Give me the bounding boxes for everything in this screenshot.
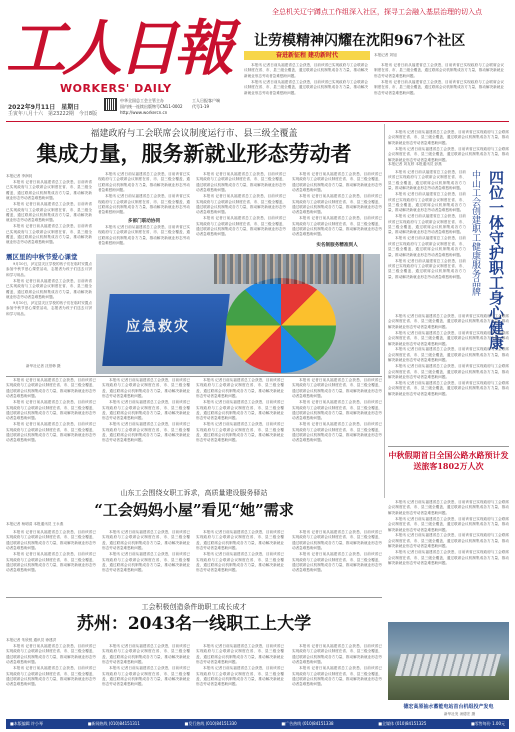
sponsor-line: 中华全国总工会主管主办 <box>120 98 164 103</box>
website: http://www.workercn.cn <box>120 110 168 115</box>
top-story-headline: 让劳模精神闪耀在沈阳967个社区 <box>254 33 466 49</box>
story3-col-4: 本报讯 记者日前从福建省总工会获悉，目前该省已实现政府与工会联席会议制度在省、市、县三级全覆盖，通过联席会议机制集成各方力量，推动解决新就业形态劳动者急难愁盼问题。 本报讯 记者日前从福建省总工会获悉，目前该省已实现政府与工会联席会议制度在省、市、县三级全覆盖，通过联席会议机制集成各方力量，推动解决新就业形态劳动者急难愁盼问题。 <box>292 644 382 687</box>
story-2[interactable] <box>6 378 382 530</box>
sidebar-lower-text: 本报讯 记者日前从福建省总工会获悉，目前该省已实现政府与工会联席会议制度在省、市、县三级全覆盖，通过联席会议机制集成各方力量，推动解决新就业形态劳动者急难愁盼问题。 本报讯 记者日前从福建省总工会获悉，目前该省已实现政府与工会联席会议制度在省、市、县三级全覆盖，通过联席会议机制集成各方力量，推动解决新就业形态劳动者急难愁盼问题。 本报讯 记者日前从福建省总工会获悉，目前该省已实现政府与工会联席会议制度在省、市、县三级全覆盖，通过联席会议机制集成各方力量，推动解决新就业形态劳动者急难愁盼问题。 本报讯 记者日前从福建省总工会获悉，目前该省已实现政府与工会联席会议制度在省、市、县三级全覆盖，通过联席会议机制集成各方力量，推动解决新就业形态劳动者急难愁盼问题。 <box>388 500 509 565</box>
mid-rule <box>6 376 382 377</box>
qr-code <box>104 98 117 111</box>
app-label: 工人日报客户端 <box>192 98 220 103</box>
masthead-rule <box>6 121 509 122</box>
top-story[interactable] <box>240 8 508 120</box>
top-story-text: 本报讯 记者日前从福建省总工会获悉，目前该省已实现政府与工会联席会议制度在省、市、县三级全覆盖，通过联席会议机制集成各方力量，推动解决新就业形态劳动者急难愁盼问题。 本报讯 记者日前从福建省总工会获悉，目前该省已实现政府与工会联席会议制度在省、市、县三级全覆盖，通过联席会议机制集成各方力量，推动解决新就业形态劳动者急难愁盼问题。 <box>244 63 368 95</box>
story2-col-left: 本报讯 记者日前从福建省总工会获悉，目前该省已实现政府与工会联席会议制度在省、市、县三级全覆盖，通过联席会议机制集成各方力量，推动解决新就业形态劳动者急难愁盼问题。 本报讯 记者日前从福建省总工会获悉，目前该省已实现政府与工会联席会议制度在省、市、县三级全覆盖，通过联席会议机制集成各方力量，推动解决新就业形态劳动者急难愁盼问题。 本报讯 记者日前从福建省总工会获悉，目前该省已实现政府与工会联席会议制度在省、市、县三级全覆盖，通过联席会议机制集成各方力量，推动解决新就业形态劳动者急难愁盼问题。 <box>6 378 96 443</box>
story2-body-c: 本报讯 记者日前从福建省总工会获悉，目前该省已实现政府与工会联席会议制度在省、市、县三级全覆盖，通过联席会议机制集成各方力量，推动解决新就业形态劳动者急难愁盼问题。 本报讯 记者日前从福建省总工会获悉，目前该省已实现政府与工会联席会议制度在省、市、县三级全覆盖，通过联席会议机制集成各方力量，推动解决新就业形态劳动者急难愁盼问题。 <box>196 530 284 573</box>
dam-photo-credit: 新华社发 汤德宏 摄 <box>444 712 476 716</box>
footer-editor: ■本版编辑 许小琴 <box>10 721 44 726</box>
story3-col-2: 本报讯 记者日前从福建省总工会获悉，目前该省已实现政府与工会联席会议制度在省、市、县三级全覆盖，通过联席会议机制集成各方力量，推动解决新就业形态劳动者急难愁盼问题。 本报讯 记者日前从福建省总工会获悉，目前该省已实现政府与工会联席会议制度在省、市、县三级全覆盖，通过联席会议机制集成各方力量，推动解决新就业形态劳动者急难愁盼问题。 <box>102 644 190 687</box>
story3-col-1: 本报讯 记者日前从福建省总工会获悉，目前该省已实现政府与工会联席会议制度在省、市、县三级全覆盖，通过联席会议机制集成各方力量，推动解决新就业形态劳动者急难愁盼问题。 本报讯 记者日前从福建省总工会获悉，目前该省已实现政府与工会联席会议制度在省、市、县三级全覆盖，通过联席会议机制集成各方力量，推动解决新就业形态劳动者急难愁盼问题。 <box>6 644 96 687</box>
logo: 工人日報 <box>6 14 230 84</box>
sidebar-rule <box>388 446 509 447</box>
story2-col-r2: 本报讯 记者日前从福建省总工会获悉，目前该省已实现政府与工会联席会议制度在省、市、县三级全覆盖，通过联席会议机制集成各方力量，推动解决新就业形态劳动者急难愁盼问题。 本报讯 记者日前从福建省总工会获悉，目前该省已实现政府与工会联席会议制度在省、市、县三级全覆盖，通过联席会议机制集成各方力量，推动解决新就业形态劳动者急难愁盼问题。 本报讯 记者日前从福建省总工会获悉，目前该省已实现政府与工会联席会议制度在省、市、县三级全覆盖，通过联席会议机制集成各方力量，推动解决新就业形态劳动者急难愁盼问题。 <box>196 378 284 443</box>
lower-rule <box>6 597 382 598</box>
story2-headline: “工会妈妈小屋”看见“她”需求 <box>6 500 382 520</box>
footer-ads: ■广告热线 (010)84151338 <box>281 721 334 726</box>
sidebar-headline-2: 中秋假期首日全国公路水路预计发送旅客1802万人次 <box>388 450 509 471</box>
footer-news-hotline: ■新闻热线 (010)84151311 <box>87 721 140 726</box>
story3-headline: 苏州：2043名一线职工上大学 <box>76 614 312 634</box>
lead-col-3: 本报讯 记者日前从福建省总工会获悉，目前该省已实现政府与工会联席会议制度在省、市、县三级全覆盖，通过联席会议机制集成各方力量，推动解决新就业形态劳动者急难愁盼问题。 本报讯 记者日前从福建省总工会获悉，目前该省已实现政府与工会联席会议制度在省、市、县三级全覆盖，通过联席会议机制集成各方力量，推动解决新就业形态劳动者急难愁盼问题。 本报讯 记者日前从福建省总工会获悉，目前该省已实现政府与工会联席会议制度在省、市、县三级全覆盖，通过联席会议机制集成各方力量，推动解决新就业形态劳动者急难愁盼问题。 <box>196 172 286 237</box>
english-title: WORKERS' DAILY <box>60 82 172 95</box>
top-story-banner: 奋进新征程 建功新时代 <box>244 51 370 60</box>
lead-byline: 本报记者 李润钊 <box>6 174 33 178</box>
lead-kicker: 福建政府与工会联席会议制度运行市、县三级全覆盖 <box>90 129 298 139</box>
lead-col-2b: 本报讯 记者日前从福建省总工会获悉，目前该省已实现政府与工会联席会议制度在省、市、县三级全覆盖，通过联席会议机制集成各方力量，推动解决新就业形态劳动者急难愁盼问题。 <box>98 225 190 246</box>
photo-credit: 新华社记者 沈伯韩 摄 <box>26 364 61 368</box>
sidebar[interactable] <box>388 124 509 498</box>
postal-code: 代号1-19 <box>192 104 210 109</box>
story2-col-r3: 本报讯 记者日前从福建省总工会获悉，目前该省已实现政府与工会联席会议制度在省、市、县三级全覆盖，通过联席会议机制集成各方力量，推动解决新就业形态劳动者急难愁盼问题。 本报讯 记者日前从福建省总工会获悉，目前该省已实现政府与工会联席会议制度在省、市、县三级全覆盖，通过联席会议机制集成各方力量，推动解决新就业形态劳动者急难愁盼问题。 本报讯 记者日前从福建省总工会获悉，目前该省已实现政府与工会联席会议制度在省、市、县三级全覆盖，通过联席会议机制集成各方力量，推动解决新就业形态劳动者急难愁盼问题。 <box>292 378 382 443</box>
story2-kicker: 山东工会围绕女职工诉求，高质量建设服务驿站 <box>6 488 382 498</box>
story2-body-d: 本报讯 记者日前从福建省总工会获悉，目前该省已实现政府与工会联席会议制度在省、市、县三级全覆盖，通过联席会议机制集成各方力量，推动解决新就业形态劳动者急难愁盼问题。 本报讯 记者日前从福建省总工会获悉，目前该省已实现政府与工会联席会议制度在省、市、县三级全覆盖，通过联席会议机制集成各方力量，推动解决新就业形态劳动者急难愁盼问题。 <box>292 530 382 573</box>
column-divider <box>384 124 385 498</box>
footer-distribution: ■发行热线 (010)84151330 <box>184 721 237 726</box>
lead-headline: 集成力量，服务新就业形态劳动者 <box>36 141 352 166</box>
top-story-byline: 本报记者 刘旭 <box>374 53 397 57</box>
footer-price: ■零售每份 1.00元 <box>471 721 505 726</box>
sidebar-byline: 本报记者 刘友婷 本报通讯员 彭燕 <box>388 162 442 166</box>
issue-date: 2022年9月11日 星期日 <box>8 104 80 111</box>
story2-byline: 本报记者 杨明清 本报通讯员 王永燕 <box>6 522 64 526</box>
lead-col-4: 本报讯 记者日前从福建省总工会获悉，目前该省已实现政府与工会联席会议制度在省、市、县三级全覆盖，通过联席会议机制集成各方力量，推动解决新就业形态劳动者急难愁盼问题。 本报讯 记者日前从福建省总工会获悉，目前该省已实现政府与工会联席会议制度在省、市、县三级全覆盖，通过联席会议机制集成各方力量，推动解决新就业形态劳动者急难愁盼问题。 本报讯 记者日前从福建省总工会获悉，目前该省已实现政府与工会联席会议制度在省、市、县三级全覆盖，通过联席会议机制集成各方力量，推动解决新就业形态劳动者急难愁盼问题。 <box>292 172 382 237</box>
sidebar-col-top: 本报讯 记者日前从福建省总工会获悉，目前该省已实现政府与工会联席会议制度在省、市、县三级全覆盖，通过联席会议机制集成各方力量，推动解决新就业形态劳动者急难愁盼问题。 本报讯 记者日前从福建省总工会获悉，目前该省已实现政府与工会联席会议制度在省、市、县三级全覆盖，通过联席会议机制集成各方力量，推动解决新就业形态劳动者急难愁盼问题。 <box>388 130 509 162</box>
sidebar-vertical-kicker: 中山工会创建职工健康服务品牌 <box>470 170 480 296</box>
lead-subhead-1: 多部门联动协同 <box>127 219 161 224</box>
photo-caption-title: 震区里的中秋节爱心课堂 <box>6 253 78 261</box>
sidebar-col-mid: 本报讯 记者日前从福建省总工会获悉，目前该省已实现政府与工会联席会议制度在省、市、县三级全覆盖，通过联席会议机制集成各方力量，推动解决新就业形态劳动者急难愁盼问题。 本报讯 记者日前从福建省总工会获悉，目前该省已实现政府与工会联席会议制度在省、市、县三级全覆盖，通过联席会议机制集成各方力量，推动解决新就业形态劳动者急难愁盼问题。 本报讯 记者日前从福建省总工会获悉，目前该省已实现政府与工会联席会议制度在省、市、县三级全覆盖，通过联席会议机制集成各方力量，推动解决新就业形态劳动者急难愁盼问题。 本报讯 记者日前从福建省总工会获悉，目前该省已实现政府与工会联席会议制度在省、市、县三级全覆盖，通过联席会议机制集成各方力量，推动解决新就业形态劳动者急难愁盼问题。 本报讯 记者日前从福建省总工会获悉，目前该省已实现政府与工会联席会议制度在省、市、县三级全覆盖，通过联席会议机制集成各方力量，推动解决新就业形态劳动者急难愁盼问题。 <box>388 314 509 396</box>
top-story-kicker: 全总机关辽宁蹲点工作组深入社区，探寻工会融入基层治理的切入点 <box>272 8 482 16</box>
dam-photo <box>388 622 509 700</box>
sidebar-vertical-headline: 四位一体守护职工身心健康 <box>487 170 505 350</box>
issue-lunar: 壬寅年八月十六 第23222期 今日8版 <box>8 111 98 117</box>
story3-kicker: 工会积极创造条件助职工成长成才 <box>141 603 247 611</box>
lead-col-1: 本报讯 记者日前从福建省总工会获悉，目前该省已实现政府与工会联席会议制度在省、市、县三级全覆盖，通过联席会议机制集成各方力量，推动解决新就业形态劳动者急难愁盼问题。 本报讯 记者日前从福建省总工会获悉，目前该省已实现政府与工会联席会议制度在省、市、县三级全覆盖，通过联席会议机制集成各方力量，推动解决新就业形态劳动者急难愁盼问题。 本报讯 记者日前从福建省总工会获悉，目前该省已实现政府与工会联席会议制度在省、市、县三级全覆盖，通过联席会议机制集成各方力量，推动解决新就业形态劳动者急难愁盼问题。 <box>6 180 92 245</box>
top-story-text-2: 本报讯 记者日前从福建省总工会获悉，目前该省已实现政府与工会联席会议制度在省、市、县三级全覆盖，通过联席会议机制集成各方力量，推动解决新就业形态劳动者急难愁盼问题。 本报讯 记者日前从福建省总工会获悉，目前该省已实现政府与工会联席会议制度在省、市、县三级全覆盖，通过联席会议机制集成各方力量，推动解决新就业形态劳动者急难愁盼问题。 <box>374 63 504 95</box>
story-3[interactable] <box>6 600 382 718</box>
lead-subhead-2: 实名制服务精准到人 <box>316 243 358 248</box>
photo-caption <box>6 252 92 374</box>
photo-caption-text: 9月10日，泸定县灾区学校的孩子们在临时安置点参加中秋节爱心课堂活动，志愿者为孩子们送去月饼和学习用品。 本报讯 记者日前从福建省总工会获悉，目前该省已实现政府与工会联席会议制度在省、市、县三级全覆盖，通过联席会议机制集成各方力量，推动解决新就业形态劳动者急难愁盼问题。 9月10日，泸定县灾区学校的孩子们在临时安置点参加中秋节爱心课堂活动，志愿者为孩子们送去月饼和学习用品。 <box>6 262 92 316</box>
story3-byline: 本报记者 朱欣悦 通讯员 徐建洪 <box>6 638 57 642</box>
lead-col-2: 本报讯 记者日前从福建省总工会获悉，目前该省已实现政府与工会联席会议制度在省、市、县三级全覆盖，通过联席会议机制集成各方力量，推动解决新就业形态劳动者急难愁盼问题。 本报讯 记者日前从福建省总工会获悉，目前该省已实现政府与工会联席会议制度在省、市、县三级全覆盖，通过联席会议机制集成各方力量，推动解决新就业形态劳动者急难愁盼问题。 <box>98 172 190 215</box>
story2-col-r1: 本报讯 记者日前从福建省总工会获悉，目前该省已实现政府与工会联席会议制度在省、市、县三级全覆盖，通过联席会议机制集成各方力量，推动解决新就业形态劳动者急难愁盼问题。 本报讯 记者日前从福建省总工会获悉，目前该省已实现政府与工会联席会议制度在省、市、县三级全覆盖，通过联席会议机制集成各方力量，推动解决新就业形态劳动者急难愁盼问题。 本报讯 记者日前从福建省总工会获悉，目前该省已实现政府与工会联席会议制度在省、市、县三级全覆盖，通过联席会议机制集成各方力量，推动解决新就业形态劳动者急难愁盼问题。 <box>102 378 190 443</box>
footer-bar <box>6 719 509 729</box>
story2-body-a: 本报讯 记者日前从福建省总工会获悉，目前该省已实现政府与工会联席会议制度在省、市、县三级全覆盖，通过联席会议机制集成各方力量，推动解决新就业形态劳动者急难愁盼问题。 本报讯 记者日前从福建省总工会获悉，目前该省已实现政府与工会联席会议制度在省、市、县三级全覆盖，通过联席会议机制集成各方力量，推动解决新就业形态劳动者急难愁盼问题。 <box>6 530 96 573</box>
news-photo <box>96 254 380 374</box>
dam-structure <box>395 654 501 676</box>
sidebar-col-left: 本报讯 记者日前从福建省总工会获悉，目前该省已实现政府与工会联席会议制度在省、市、县三级全覆盖，通过联席会议机制集成各方力量，推动解决新就业形态劳动者急难愁盼问题。 本报讯 记者日前从福建省总工会获悉，目前该省已实现政府与工会联席会议制度在省、市、县三级全覆盖，通过联席会议机制集成各方力量，推动解决新就业形态劳动者急难愁盼问题。 本报讯 记者日前从福建省总工会获悉，目前该省已实现政府与工会联席会议制度在省、市、县三级全覆盖，通过联席会议机制集成各方力量，推动解决新就业形态劳动者急难愁盼问题。 本报讯 记者日前从福建省总工会获悉，目前该省已实现政府与工会联席会议制度在省、市、县三级全覆盖，通过联席会议机制集成各方力量，推动解决新就业形态劳动者急难愁盼问题。 本报讯 记者日前从福建省总工会获悉，目前该省已实现政府与工会联席会议制度在省、市、县三级全覆盖，通过联席会议机制集成各方力量，推动解决新就业形态劳动者急难愁盼问题。 <box>388 170 466 279</box>
dam-photo-caption: 德宏高原抽水蓄能电站首台机组投产发电 <box>403 704 494 710</box>
registration: 国内统一连续出版物号CN11-0002 <box>120 104 183 109</box>
footer-media: ■全媒体 (010)84151325 <box>378 721 427 726</box>
story2-body-b: 本报讯 记者日前从福建省总工会获悉，目前该省已实现政府与工会联席会议制度在省、市、县三级全覆盖，通过联席会议机制集成各方力量，推动解决新就业形态劳动者急难愁盼问题。 本报讯 记者日前从福建省总工会获悉，目前该省已实现政府与工会联席会议制度在省、市、县三级全覆盖，通过联席会议机制集成各方力量，推动解决新就业形态劳动者急难愁盼问题。 <box>102 530 190 573</box>
crowd <box>214 254 364 284</box>
story3-col-3: 本报讯 记者日前从福建省总工会获悉，目前该省已实现政府与工会联席会议制度在省、市、县三级全覆盖，通过联席会议机制集成各方力量，推动解决新就业形态劳动者急难愁盼问题。 本报讯 记者日前从福建省总工会获悉，目前该省已实现政府与工会联席会议制度在省、市、县三级全覆盖，通过联席会议机制集成各方力量，推动解决新就业形态劳动者急难愁盼问题。 <box>196 644 284 687</box>
parachute <box>226 278 336 373</box>
tent-label: 应急救灾 <box>126 319 190 335</box>
